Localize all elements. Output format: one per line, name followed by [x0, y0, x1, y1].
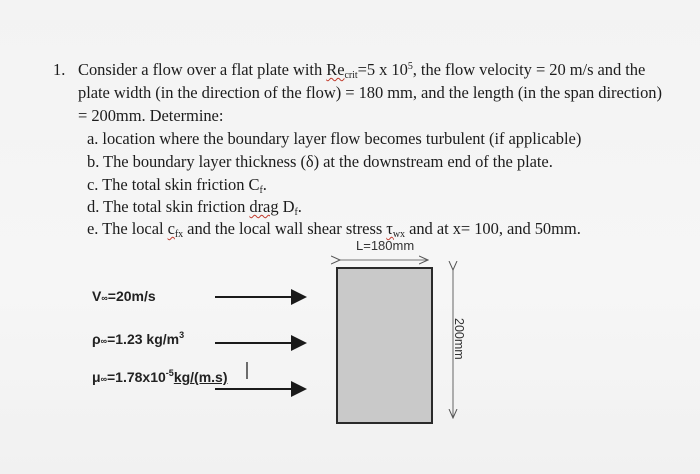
problem-number: 1.	[53, 60, 66, 79]
intro-line-2: plate width (in the direction of the flow) = 180 mm, and the length (in the span direction)	[78, 83, 662, 102]
velocity-label: V∞=20m/s	[92, 288, 156, 304]
item-e: e. The local $c_{fx}$ and the local wall shear stress $\tau_{wx}$ and at x= 100, and 50mm.	[87, 219, 581, 240]
item-c: c. The total skin friction $C_f$.	[87, 175, 267, 196]
item-b: b. The boundary layer thickness (δ) at the downstream end of the plate.	[87, 152, 553, 171]
item-d: d. The total skin friction drag $D_f$.	[87, 197, 302, 218]
intro-text-1b: =5 x 10	[357, 60, 408, 79]
length-label: L=180mm	[356, 238, 415, 253]
flat-plate	[337, 268, 432, 423]
intro-text-1c: , the flow velocity = 20 m/s and the	[412, 60, 646, 79]
drag-word: drag	[249, 197, 279, 216]
density-label: ρ∞=1.23 $kg/m^3$	[92, 330, 185, 347]
intro-line-3: = 200mm. Determine:	[78, 106, 224, 125]
local-cf-symbol: $c_{fx}$	[167, 219, 184, 240]
viscosity-label: $\mu\infty=1.78x10^{-5}kg/(m.s)$	[92, 368, 228, 385]
tau-symbol: $\tau_{wx}$	[386, 219, 405, 240]
item-a: a. location where the boundary layer flow becomes turbulent (if applicable)	[87, 129, 582, 148]
exponent: 5	[407, 61, 413, 72]
reynolds-symbol: $Re_{crit}$	[326, 60, 358, 81]
width-label: 200mm	[452, 318, 466, 360]
intro-text-1a: Consider a flow over a flat plate with	[78, 60, 327, 79]
